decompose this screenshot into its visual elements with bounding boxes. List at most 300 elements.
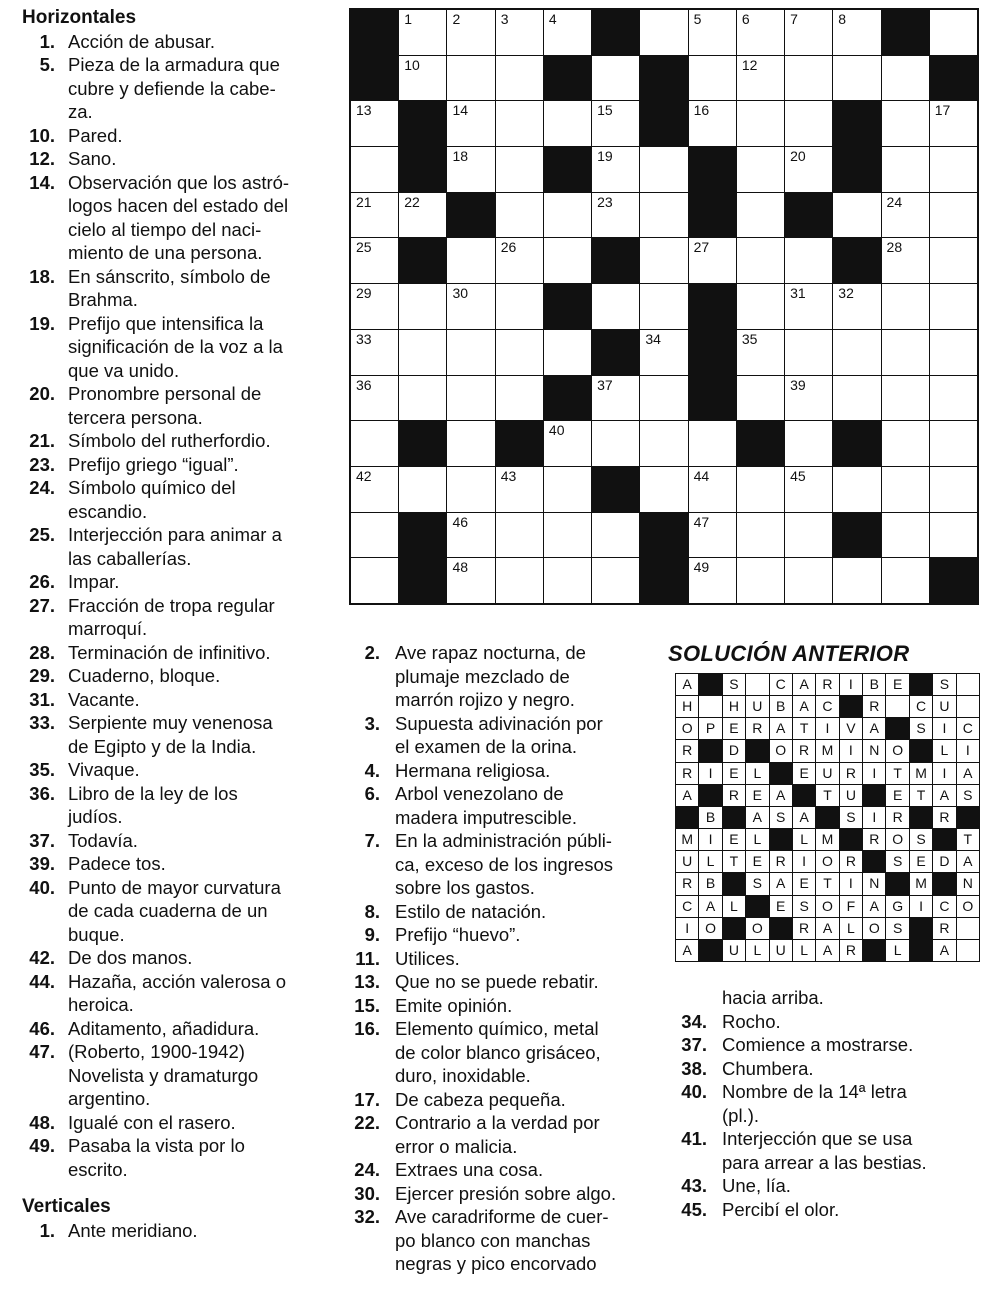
crossword-grid — [349, 8, 979, 605]
clue-text: Ave caradriforme de cuer- po blanco con manchas negras y pico encorvado — [395, 1206, 609, 1274]
crossword-cell[interactable] — [833, 56, 880, 101]
solution-cell: C — [933, 896, 955, 917]
clue-item — [350, 1111, 650, 1158]
black-square — [544, 376, 591, 421]
crossword-cell[interactable] — [833, 376, 880, 421]
crossword-cell[interactable] — [930, 330, 977, 375]
solution-cell: R — [793, 740, 815, 761]
solution-cell: R — [863, 696, 885, 717]
crossword-cell[interactable] — [882, 101, 929, 146]
crossword-cell[interactable] — [737, 10, 784, 55]
solution-cell: U — [770, 940, 792, 961]
solution-cell: T — [723, 851, 745, 872]
clue-number: 38. — [681, 1057, 707, 1079]
clue-item — [350, 1205, 650, 1276]
crossword-cell[interactable] — [351, 238, 398, 283]
crossword-cell[interactable] — [640, 10, 687, 55]
clue-item — [22, 147, 334, 171]
crossword-cell[interactable] — [544, 558, 591, 603]
solution-cell: I — [863, 807, 885, 828]
clue-item — [22, 265, 334, 312]
clue-number: 29. — [29, 665, 55, 686]
crossword-cell[interactable] — [689, 10, 736, 55]
solution-cell: E — [746, 851, 768, 872]
solution-cell: L — [746, 829, 768, 850]
cell-number: 13 — [356, 102, 372, 119]
solution-cell: U — [746, 696, 768, 717]
solution-cell: E — [886, 785, 908, 806]
crossword-cell[interactable] — [785, 56, 832, 101]
crossword-cell[interactable] — [737, 330, 784, 375]
clue-item — [350, 641, 650, 712]
solution-cell: H — [676, 696, 698, 717]
verticales-list-part-1 — [22, 1219, 334, 1243]
clue-number: 20. — [29, 383, 55, 404]
crossword-cell[interactable] — [592, 284, 639, 329]
solution-black-square — [886, 718, 908, 739]
solution-cell: R — [746, 718, 768, 739]
crossword-cell[interactable] — [592, 56, 639, 101]
cell-number: 21 — [356, 193, 372, 210]
solution-cell: E — [793, 873, 815, 894]
solution-cell: A — [770, 718, 792, 739]
crossword-cell[interactable] — [399, 330, 446, 375]
crossword-cell[interactable] — [351, 421, 398, 466]
clue-item — [22, 852, 334, 876]
cell-number: 37 — [597, 376, 613, 393]
clue-number: 24. — [354, 1159, 380, 1180]
crossword-cell[interactable] — [351, 467, 398, 512]
crossword-cell[interactable] — [640, 376, 687, 421]
black-square — [496, 421, 543, 466]
clue-number: 14. — [29, 171, 55, 193]
solution-cell: L — [840, 918, 862, 939]
crossword-cell[interactable] — [496, 101, 543, 146]
solution-cell: R — [840, 851, 862, 872]
solution-cell: B — [699, 807, 721, 828]
clue-text: Interjección para animar a las caballerías. — [68, 524, 282, 569]
crossword-cell[interactable] — [447, 467, 494, 512]
black-square — [447, 193, 494, 238]
clue-text: Pronombre personal de tercera persona. — [68, 383, 262, 428]
crossword-cell[interactable] — [737, 376, 784, 421]
crossword-cell[interactable] — [351, 101, 398, 146]
crossword-cell[interactable] — [737, 513, 784, 558]
crossword-cell[interactable] — [544, 330, 591, 375]
clue-item — [350, 1088, 650, 1112]
crossword-cell[interactable] — [882, 193, 929, 238]
clue-text: Padece tos. — [68, 853, 166, 874]
horizontales-heading: Horizontales — [22, 7, 137, 28]
crossword-cell[interactable] — [399, 10, 446, 55]
cell-number: 15 — [597, 102, 613, 119]
crossword-cell[interactable] — [930, 376, 977, 421]
crossword-cell[interactable] — [496, 376, 543, 421]
crossword-cell[interactable] — [447, 513, 494, 558]
crossword-cell[interactable] — [833, 558, 880, 603]
crossword-cell[interactable] — [833, 10, 880, 55]
crossword-cell[interactable] — [882, 421, 929, 466]
crossword-cell[interactable] — [496, 238, 543, 283]
crossword-cell[interactable] — [592, 193, 639, 238]
solution-cell: A — [699, 896, 721, 917]
black-square — [640, 513, 687, 558]
clue-item — [350, 923, 650, 947]
solution-cell: U — [933, 696, 955, 717]
cell-number: 25 — [356, 239, 372, 256]
crossword-cell[interactable] — [785, 10, 832, 55]
crossword-cell[interactable] — [689, 467, 736, 512]
crossword-cell[interactable] — [930, 421, 977, 466]
crossword-cell[interactable] — [399, 284, 446, 329]
clue-item — [22, 476, 334, 523]
crossword-cell[interactable] — [930, 147, 977, 192]
crossword-cell[interactable] — [882, 284, 929, 329]
crossword-cell[interactable] — [592, 101, 639, 146]
crossword-cell[interactable] — [930, 10, 977, 55]
solution-cell: B — [699, 873, 721, 894]
clue-text: Igualé con el rasero. — [68, 1111, 236, 1133]
crossword-cell[interactable] — [399, 467, 446, 512]
solution-cell: C — [676, 896, 698, 917]
clue-number: 1. — [39, 1219, 55, 1241]
solution-black-square — [699, 785, 721, 806]
crossword-cell[interactable] — [447, 147, 494, 192]
solution-cell: A — [746, 807, 768, 828]
solution-cell: A — [676, 940, 698, 961]
solution-cell: I — [957, 740, 979, 761]
clue-number — [674, 986, 722, 1010]
solution-cell: S — [886, 851, 908, 872]
black-square — [399, 101, 446, 146]
clue-text: Pieza de la armadura que cubre y defiende la cabe- za. — [68, 54, 280, 122]
solution-cell — [957, 940, 979, 961]
clue-item — [350, 1017, 650, 1088]
black-square — [399, 238, 446, 283]
crossword-cell[interactable] — [399, 193, 446, 238]
crossword-cell[interactable] — [785, 513, 832, 558]
clues-column-right — [674, 986, 974, 1221]
clue-text: Pasaba la vista por lo escrito. — [68, 1135, 245, 1180]
crossword-cell[interactable] — [496, 193, 543, 238]
clue-number: 42. — [29, 947, 55, 968]
clue-item — [22, 1040, 334, 1111]
clue-item — [350, 712, 650, 759]
crossword-cell[interactable] — [737, 558, 784, 603]
clue-number: 35. — [29, 759, 55, 780]
crossword-cell[interactable] — [544, 193, 591, 238]
cell-number: 5 — [693, 11, 702, 27]
solution-title: SOLUCIÓN ANTERIOR — [668, 641, 910, 666]
solution-cell: I — [863, 763, 885, 784]
crossword-cell[interactable] — [785, 558, 832, 603]
cell-number: 19 — [597, 148, 613, 165]
crossword-cell[interactable] — [592, 147, 639, 192]
crossword-cell[interactable] — [882, 558, 929, 603]
crossword-cell[interactable] — [544, 513, 591, 558]
crossword-cell[interactable] — [833, 284, 880, 329]
crossword-cell[interactable] — [351, 330, 398, 375]
crossword-cell[interactable] — [833, 193, 880, 238]
clue-item — [22, 453, 334, 477]
clue-item — [350, 759, 650, 783]
clue-text: Utilices. — [395, 947, 460, 969]
clue-text: Prefijo griego “igual”. — [68, 453, 239, 475]
cell-number: 22 — [404, 193, 420, 210]
clue-number: 16. — [354, 1018, 380, 1039]
crossword-cell[interactable] — [351, 376, 398, 421]
crossword-cell[interactable] — [496, 56, 543, 101]
black-square — [930, 56, 977, 101]
cell-number: 26 — [500, 239, 517, 256]
crossword-cell[interactable] — [351, 513, 398, 558]
clue-number: 26. — [29, 571, 55, 592]
solution-cell: S — [723, 674, 745, 695]
clue-text: Emite opinión. — [395, 994, 513, 1016]
cell-number: 33 — [356, 330, 372, 347]
crossword-cell[interactable] — [785, 467, 832, 512]
crossword-cell[interactable] — [930, 193, 977, 238]
solution-cell: M — [676, 829, 698, 850]
crossword-cell[interactable] — [640, 193, 687, 238]
solution-cell — [746, 674, 768, 695]
clue-number: 44. — [29, 970, 55, 992]
crossword-cell[interactable] — [930, 513, 977, 558]
crossword-cell[interactable] — [640, 467, 687, 512]
solution-black-square — [676, 807, 698, 828]
clue-number: 7. — [364, 830, 380, 851]
cell-number: 20 — [790, 148, 806, 165]
clue-number: 37. — [681, 1034, 707, 1055]
crossword-cell[interactable] — [496, 147, 543, 192]
solution-cell: U — [840, 785, 862, 806]
clue-number: 4. — [364, 759, 380, 781]
solution-cell: I — [676, 918, 698, 939]
solution-cell: S — [770, 807, 792, 828]
crossword-cell[interactable] — [544, 421, 591, 466]
clue-text: Interjección que se usa para arrear a las bestias. — [722, 1128, 927, 1173]
solution-cell — [957, 918, 979, 939]
solution-cell: R — [676, 763, 698, 784]
crossword-cell[interactable] — [447, 238, 494, 283]
cell-number: 29 — [356, 285, 372, 302]
crossword-cell[interactable] — [544, 238, 591, 283]
cell-number: 17 — [934, 102, 951, 119]
crossword-cell[interactable] — [399, 56, 446, 101]
clue-text: (Roberto, 1900-1942) Novelista y dramaturgo argentino. — [68, 1041, 259, 1109]
clue-number: 13. — [354, 971, 380, 992]
clue-text: Terminación de infinitivo. — [68, 641, 271, 663]
crossword-cell[interactable] — [592, 376, 639, 421]
crossword-cell[interactable] — [544, 101, 591, 146]
clue-item — [22, 711, 334, 758]
crossword-cell[interactable] — [930, 467, 977, 512]
crossword-cell[interactable] — [930, 238, 977, 283]
solution-cell: A — [793, 696, 815, 717]
crossword-cell[interactable] — [351, 558, 398, 603]
crossword-cell[interactable] — [785, 147, 832, 192]
solution-cell: R — [770, 851, 792, 872]
cell-number: 10 — [404, 56, 420, 73]
black-square — [592, 10, 639, 55]
crossword-cell[interactable] — [737, 101, 784, 146]
crossword-cell[interactable] — [785, 284, 832, 329]
solution-cell: E — [910, 851, 932, 872]
crossword-cell[interactable] — [737, 56, 784, 101]
clue-text: Contrario a la verdad por error o malicia. — [395, 1112, 600, 1157]
solution-cell: I — [699, 763, 721, 784]
crossword-cell[interactable] — [882, 376, 929, 421]
crossword-cell[interactable] — [930, 101, 977, 146]
solution-black-square — [933, 873, 955, 894]
crossword-cell[interactable] — [640, 330, 687, 375]
crossword-cell[interactable] — [882, 147, 929, 192]
crossword-cell[interactable] — [785, 376, 832, 421]
crossword-cell[interactable] — [689, 101, 736, 146]
solution-cell: E — [746, 785, 768, 806]
crossword-cell[interactable] — [689, 238, 736, 283]
black-square — [351, 10, 398, 55]
clue-text: De cabeza pequeña. — [395, 1088, 566, 1110]
crossword-cell[interactable] — [882, 467, 929, 512]
crossword-cell[interactable] — [592, 558, 639, 603]
solution-cell: A — [957, 851, 979, 872]
clue-number: 19. — [29, 312, 55, 334]
crossword-cell[interactable] — [640, 238, 687, 283]
crossword-cell[interactable] — [737, 147, 784, 192]
crossword-cell[interactable] — [930, 284, 977, 329]
crossword-cell[interactable] — [882, 330, 929, 375]
black-square — [399, 421, 446, 466]
crossword-cell[interactable] — [447, 558, 494, 603]
clue-text: Vivaque. — [68, 759, 140, 780]
crossword-cell[interactable] — [544, 467, 591, 512]
crossword-cell[interactable] — [496, 467, 543, 512]
solution-cell: A — [863, 718, 885, 739]
crossword-cell[interactable] — [399, 376, 446, 421]
crossword-cell[interactable] — [882, 513, 929, 558]
crossword-cell[interactable] — [833, 467, 880, 512]
crossword-cell[interactable] — [447, 330, 494, 375]
crossword-cell[interactable] — [351, 284, 398, 329]
solution-black-square — [910, 940, 932, 961]
solution-cell: I — [699, 829, 721, 850]
clue-item — [674, 986, 974, 1010]
crossword-cell[interactable] — [689, 558, 736, 603]
solution-cell: I — [840, 873, 862, 894]
clue-text: Estilo de natación. — [395, 900, 547, 922]
crossword-cell[interactable] — [544, 10, 591, 55]
clue-item — [22, 1134, 334, 1181]
solution-cell: C — [957, 718, 979, 739]
crossword-cell[interactable] — [447, 284, 494, 329]
clue-text: Percibí el olor. — [722, 1198, 840, 1220]
crossword-cell[interactable] — [447, 101, 494, 146]
crossword-cell[interactable] — [737, 193, 784, 238]
crossword-cell[interactable] — [447, 376, 494, 421]
crossword-cell[interactable] — [833, 330, 880, 375]
black-square — [399, 558, 446, 603]
clue-text: Vacante. — [68, 688, 140, 710]
crossword-cell[interactable] — [689, 421, 736, 466]
clue-text: Ejercer presión sobre algo. — [395, 1182, 617, 1204]
clue-item — [22, 594, 334, 641]
solution-black-square — [723, 918, 745, 939]
solution-cell: N — [863, 740, 885, 761]
crossword-cell[interactable] — [737, 284, 784, 329]
crossword-cell[interactable] — [592, 421, 639, 466]
black-square — [689, 376, 736, 421]
clue-item — [22, 664, 334, 688]
cell-number: 49 — [693, 559, 710, 576]
clue-number: 34. — [681, 1010, 707, 1032]
cell-number: 43 — [500, 467, 517, 484]
crossword-cell[interactable] — [737, 467, 784, 512]
crossword-cell[interactable] — [640, 147, 687, 192]
clue-text: Extraes una cosa. — [395, 1159, 544, 1180]
clue-text: Supuesta adivinación por el examen de la orina. — [395, 712, 603, 757]
crossword-cell[interactable] — [447, 421, 494, 466]
crossword-cell[interactable] — [785, 421, 832, 466]
crossword-cell[interactable] — [496, 558, 543, 603]
solution-cell: A — [816, 940, 838, 961]
clue-item — [22, 876, 334, 947]
solution-cell: A — [816, 918, 838, 939]
cell-number: 12 — [741, 56, 758, 73]
solution-cell: S — [746, 873, 768, 894]
crossword-cell[interactable] — [496, 10, 543, 55]
crossword-cell[interactable] — [447, 56, 494, 101]
crossword-cell[interactable] — [882, 56, 929, 101]
solution-cell: E — [793, 763, 815, 784]
crossword-cell[interactable] — [496, 330, 543, 375]
cell-number: 42 — [356, 467, 372, 484]
clue-text: De dos manos. — [68, 947, 193, 968]
clue-item — [674, 1127, 974, 1174]
cell-number: 6 — [741, 11, 750, 27]
clue-number: 45. — [681, 1198, 707, 1220]
solution-cell — [886, 696, 908, 717]
crossword-cell[interactable] — [496, 284, 543, 329]
crossword-cell[interactable] — [689, 513, 736, 558]
clue-item — [22, 570, 334, 594]
solution-black-square — [863, 851, 885, 872]
crossword-cell[interactable] — [882, 238, 929, 283]
solution-cell: R — [933, 807, 955, 828]
clue-number: 5. — [39, 54, 55, 75]
crossword-cell[interactable] — [447, 10, 494, 55]
clue-number: 22. — [354, 1112, 380, 1133]
black-square — [737, 421, 784, 466]
crossword-cell[interactable] — [785, 330, 832, 375]
crossword-cell[interactable] — [737, 238, 784, 283]
crossword-cell[interactable] — [785, 238, 832, 283]
crossword-cell[interactable] — [496, 513, 543, 558]
cell-number: 14 — [452, 102, 469, 119]
clue-number: 10. — [29, 124, 55, 146]
crossword-cell[interactable] — [351, 147, 398, 192]
clue-number: 36. — [29, 782, 55, 804]
crossword-cell[interactable] — [351, 193, 398, 238]
crossword-cell[interactable] — [785, 101, 832, 146]
solution-cell: M — [910, 763, 932, 784]
crossword-cell[interactable] — [640, 284, 687, 329]
clue-item — [22, 523, 334, 570]
clue-number: 15. — [354, 994, 380, 1016]
crossword-cell[interactable] — [689, 56, 736, 101]
crossword-cell[interactable] — [592, 513, 639, 558]
crossword-cell[interactable] — [640, 421, 687, 466]
